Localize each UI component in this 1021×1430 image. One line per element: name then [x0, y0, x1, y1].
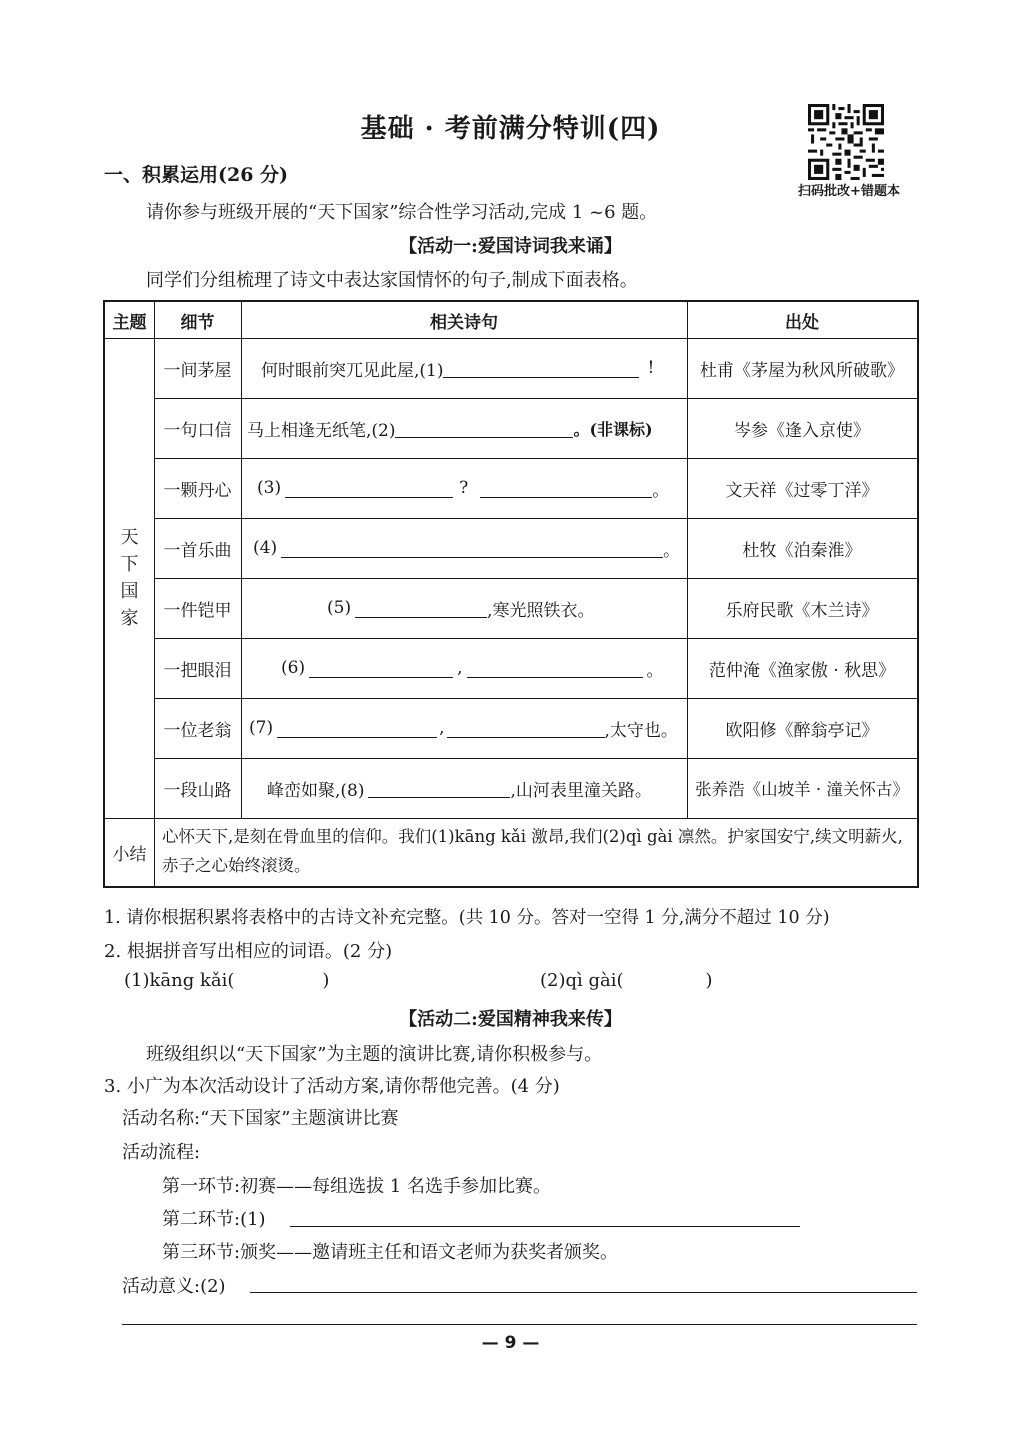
q3-meaning: 活动意义:(2) [122, 1276, 226, 1297]
table-row-detail: 一颗丹心 [163, 480, 232, 501]
answer-blank[interactable] [368, 779, 510, 798]
activity2-intro: 班级组织以“天下国家”为主题的演讲比赛,请你积极参与。 [146, 1044, 603, 1065]
q3-step-1: 第一环节:初赛——每组选拔 1 名选手参加比赛。 [162, 1176, 551, 1197]
summary-label: 小结 [112, 844, 147, 865]
answer-blank[interactable] [355, 599, 487, 618]
answer-blank[interactable] [447, 719, 605, 738]
table-row-poem: 马上相逢无纸笔,(2) 。(非课标) [247, 419, 653, 441]
header-source: 出处 [785, 312, 819, 333]
answer-blank[interactable] [443, 359, 639, 378]
theme-char: 下 [120, 554, 139, 575]
theme-cell [105, 338, 154, 818]
table-row-source: 乐府民歌《木兰诗》 [725, 600, 879, 621]
qr-code-icon[interactable] [808, 104, 884, 180]
table-row-source: 杜甫《茅屋为秋风所破歌》 [700, 360, 904, 381]
answer-blank[interactable] [480, 479, 652, 498]
table-row-source: 欧阳修《醉翁亭记》 [725, 720, 879, 741]
q3-step-3: 第三环节:颁奖——邀请班主任和语文老师为获奖者颁奖。 [162, 1242, 619, 1263]
q3-activity-name: 活动名称:“天下国家”主题演讲比赛 [122, 1108, 399, 1129]
activity1-intro: 同学们分组梳理了诗文中表达家国情怀的句子,制成下面表格。 [146, 270, 638, 291]
table-row-detail: 一位老翁 [163, 720, 232, 741]
page-title: 基础 · 考前满分特训(四) [360, 114, 661, 144]
answer-blank[interactable] [277, 719, 437, 738]
table-row-source: 张养浩《山坡羊 · 潼关怀古》 [695, 780, 909, 799]
answer-blank[interactable] [281, 539, 663, 558]
q2-item-2: (2)qì gài( ) [540, 970, 713, 991]
table-row-detail: 一间茅屋 [163, 360, 232, 381]
table-row-poem: 峰峦如聚,(8) ,山河表里潼关路。 [267, 780, 652, 801]
answer-blank[interactable] [395, 419, 573, 438]
theme-char: 国 [120, 581, 139, 602]
table-row-poem: (7) , ,太守也。 [249, 718, 678, 741]
answer-blank[interactable] [309, 659, 453, 678]
answer-blank[interactable] [467, 659, 643, 678]
header-detail: 细节 [180, 312, 215, 333]
intro-text: 请你参与班级开展的“天下国家”综合性学习活动,完成 1 ~6 题。 [146, 202, 658, 223]
table-row-poem: 何时眼前突兀见此屋,(1) ! [261, 358, 655, 381]
theme-char: 家 [120, 608, 139, 629]
answer-line-step2[interactable] [290, 1226, 800, 1227]
poetry-table [103, 300, 919, 888]
theme-char: 天 [120, 527, 139, 548]
header-theme: 主题 [112, 312, 147, 333]
table-row-poem: (4) 。 [253, 538, 681, 561]
activity2-title: 【活动二:爱国精神我来传】 [399, 1009, 622, 1030]
q3-step-2: 第二环节:(1) [162, 1209, 266, 1230]
question-3: 3. 小广为本次活动设计了活动方案,请你帮他完善。(4 分) [104, 1076, 560, 1097]
table-row-source: 杜牧《泊秦淮》 [742, 540, 862, 561]
footer-divider [122, 1324, 917, 1325]
table-row-detail: 一件铠甲 [163, 600, 232, 621]
table-row-poem: (5) ,寒光照铁衣。 [327, 598, 595, 621]
table-row-poem: (6) , 。 [281, 658, 664, 681]
table-row-detail: 一把眼泪 [163, 660, 232, 681]
summary-text: 心怀天下,是刻在骨血里的信仰。我们(1)kāng kǎi 激昂,我们(2)qì gài 凛然。护家国安宁,续文明薪火,赤子之心始终滚烫。 [162, 827, 903, 875]
question-1: 1. 请你根据积累将表格中的古诗文补充完整。(共 10 分。答对一空得 1 分,满分不超过 10 分) [104, 908, 830, 928]
table-row-poem: (3) ? 。 [257, 478, 670, 501]
answer-blank[interactable] [285, 479, 453, 498]
header-poem: 相关诗句 [430, 312, 498, 333]
q2-item-1: (1)kāng kǎi( ) [124, 970, 330, 991]
table-row-detail: 一首乐曲 [163, 540, 232, 561]
page-number: — 9 — [481, 1333, 540, 1353]
q3-process: 活动流程: [122, 1142, 201, 1163]
qr-caption: 扫码批改+错题本 [798, 184, 900, 199]
table-row-source: 岑参《逢入京使》 [734, 420, 870, 441]
activity1-title: 【活动一:爱国诗词我来诵】 [399, 236, 622, 257]
table-row-detail: 一段山路 [163, 780, 232, 801]
answer-line-meaning[interactable] [250, 1292, 917, 1293]
question-2: 2. 根据拼音写出相应的词语。(2 分) [104, 941, 393, 962]
section-heading: 一、积累运用(26 分) [104, 164, 289, 186]
table-row-detail: 一句口信 [163, 420, 232, 441]
table-row-source: 范仲淹《渔家傲 · 秋思》 [708, 660, 896, 681]
table-row-source: 文天祥《过零丁洋》 [725, 480, 879, 501]
